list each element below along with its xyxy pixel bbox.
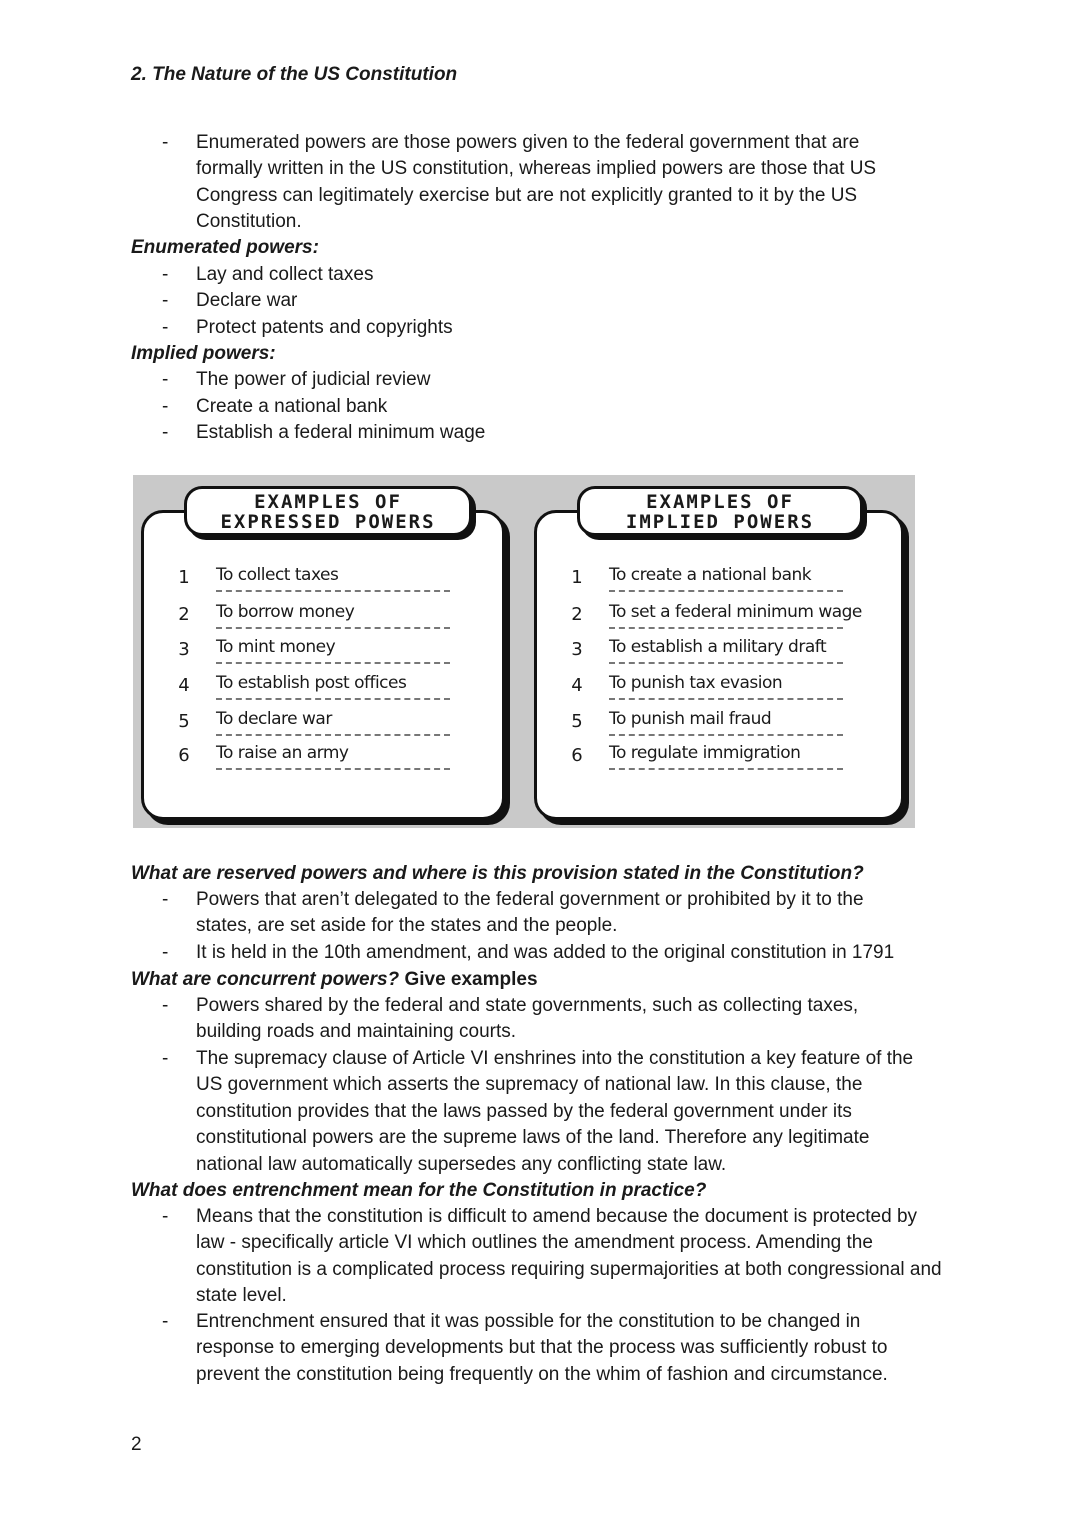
list-number: 6 — [571, 745, 583, 766]
implied-item: The power of judicial review — [196, 369, 431, 390]
card-title-line: EXAMPLES OF — [646, 491, 794, 513]
bullet-dash: - — [162, 1311, 169, 1332]
bullet-dash: - — [162, 396, 169, 417]
enumerated-item: Protect patents and copyrights — [196, 317, 453, 338]
list-item — [537, 673, 901, 703]
enumerated-item: Lay and collect taxes — [196, 264, 374, 285]
concurrent-item: Powers shared by the federal and state governments, such as collecting taxes, building roads and maintaining courts. — [196, 995, 859, 1043]
list-item — [144, 565, 502, 595]
list-text: To establish post offices — [216, 673, 407, 693]
list-number: 5 — [178, 711, 190, 732]
dashed-underline — [216, 662, 450, 664]
dashed-underline — [609, 662, 843, 664]
list-number: 6 — [178, 745, 190, 766]
list-text: To regulate immigration — [609, 743, 801, 763]
bullet-dash: - — [162, 264, 169, 285]
dashed-underline — [609, 734, 843, 736]
dashed-underline — [609, 590, 843, 592]
powers-figure — [133, 475, 915, 828]
dashed-underline — [216, 627, 450, 629]
dashed-underline — [216, 734, 450, 736]
implied-heading: Implied powers: — [131, 343, 276, 364]
concurrent-heading-prompt: Give examples — [399, 969, 538, 990]
bullet-dash: - — [162, 422, 169, 443]
bullet-dash: - — [162, 942, 169, 963]
bullet-dash: - — [162, 369, 169, 390]
reserved-heading: What are reserved powers and where is this provision stated in the Constitution? — [131, 863, 864, 884]
concurrent-heading — [131, 967, 538, 993]
list-text: To create a national bank — [609, 565, 812, 585]
bullet-dash: - — [162, 1206, 169, 1227]
concurrent-heading-question: What are concurrent powers? — [131, 969, 400, 990]
dashed-underline — [609, 698, 843, 700]
bullet-dash: - — [162, 132, 169, 153]
entrenchment-item: Means that the constitution is difficult to amend because the document is protected by law - specifically article VI which outlines the amendment process. Amending the constitution is a complicated process requiring supermajorities at both congressional and state level. — [196, 1206, 942, 1307]
list-text: To punish mail fraud — [609, 709, 772, 729]
list-text: To set a federal minimum wage — [609, 602, 862, 622]
dashed-underline — [609, 627, 843, 629]
bullet-dash: - — [162, 290, 169, 311]
dashed-underline — [216, 698, 450, 700]
list-item — [537, 709, 901, 739]
concurrent-item: The supremacy clause of Article VI enshrines into the constitution a key feature of the US government which asserts the supremacy of national law. In this clause, the constitution provides that the laws passed by the federal government under its constitutional powers are the supreme laws of the land. Therefore any legitimate national law automatically supersedes any conflicting state law. — [196, 1048, 914, 1175]
page-title: 2. The Nature of the US Constitution — [131, 64, 458, 85]
list-number: 4 — [571, 675, 583, 696]
list-text: To raise an army — [216, 743, 349, 763]
list-text: To borrow money — [216, 602, 355, 622]
list-item — [144, 602, 502, 632]
list-item — [537, 743, 901, 773]
list-number: 2 — [571, 604, 583, 625]
list-text: To collect taxes — [216, 565, 339, 585]
list-number: 3 — [178, 639, 190, 660]
bullet-dash: - — [162, 995, 169, 1016]
list-text: To establish a military draft — [609, 637, 827, 657]
implied-powers-title — [577, 486, 863, 536]
list-text: To mint money — [216, 637, 336, 657]
list-item — [144, 743, 502, 773]
card-title-line: EXAMPLES OF — [254, 491, 402, 513]
card-title-line: EXPRESSED POWERS — [220, 511, 436, 533]
entrenchment-heading: What does entrenchment mean for the Constitution in practice? — [131, 1180, 707, 1201]
page-number: 2 — [131, 1434, 142, 1455]
bullet-dash: - — [162, 889, 169, 910]
implied-item: Establish a federal minimum wage — [196, 422, 486, 443]
dashed-underline — [216, 768, 450, 770]
list-item — [144, 673, 502, 703]
implied-item: Create a national bank — [196, 396, 388, 417]
list-text: To declare war — [216, 709, 332, 729]
enumerated-heading: Enumerated powers: — [131, 237, 319, 258]
dashed-underline — [216, 590, 450, 592]
list-number: 5 — [571, 711, 583, 732]
list-number: 3 — [571, 639, 583, 660]
card-title-line: IMPLIED POWERS — [625, 511, 815, 533]
list-text: To punish tax evasion — [609, 673, 783, 693]
list-number: 1 — [571, 567, 583, 588]
enumerated-item: Declare war — [196, 290, 298, 311]
list-item — [144, 709, 502, 739]
list-number: 1 — [178, 567, 190, 588]
list-number: 4 — [178, 675, 190, 696]
list-item — [144, 637, 502, 667]
intro-paragraph: Enumerated powers are those powers given to the federal government that are formally written in the US constitution, whereas implied powers are those that US Congress can legitimately exercise but are not explicitly granted to it by the US Constitution. — [196, 132, 877, 233]
list-item — [537, 565, 901, 595]
reserved-item: It is held in the 10th amendment, and was added to the original constitution in 1791 — [196, 942, 895, 963]
expressed-powers-card — [141, 491, 505, 820]
reserved-item: Powers that aren’t delegated to the federal government or prohibited by it to the states, are set aside for the states and the people. — [196, 889, 864, 937]
bullet-dash: - — [162, 1048, 169, 1069]
entrenchment-item: Entrenchment ensured that it was possible for the constitution to be changed in response to emerging developments but that the process was sufficiently robust to prevent the constitution being frequently on the whim of fashion and circumstance. — [196, 1311, 888, 1385]
list-item — [537, 602, 901, 632]
list-number: 2 — [178, 604, 190, 625]
implied-powers-card — [534, 491, 904, 820]
list-item — [537, 637, 901, 667]
bullet-dash: - — [162, 317, 169, 338]
expressed-powers-title — [184, 486, 472, 536]
dashed-underline — [609, 768, 843, 770]
